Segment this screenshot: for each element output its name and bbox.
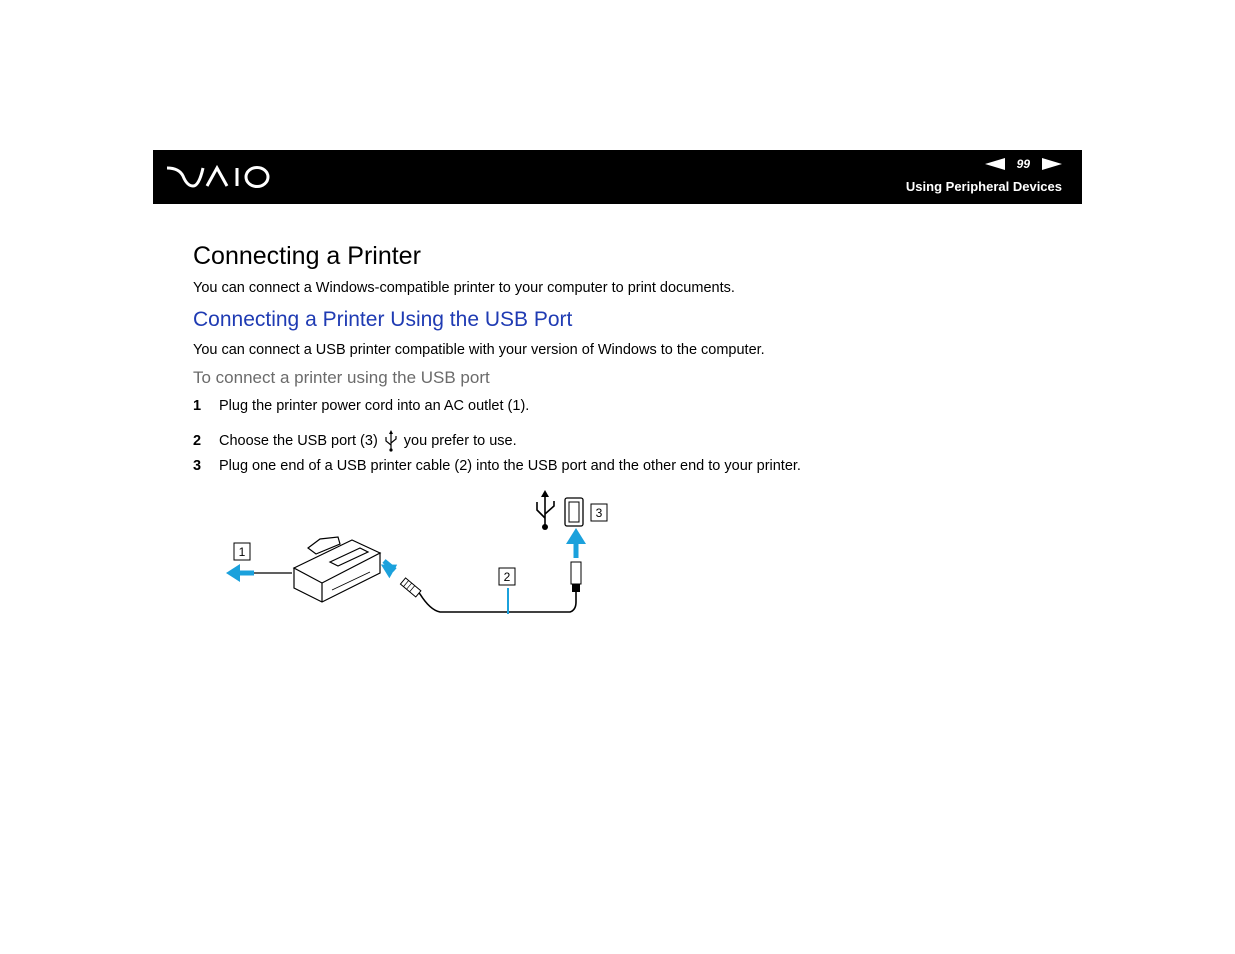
svg-text:1: 1 (238, 545, 246, 559)
step-text: Choose the USB port (3) (219, 433, 378, 449)
section-title: Using Peripheral Devices (905, 179, 1062, 194)
header-bar (153, 150, 1082, 204)
callout-1-icon (234, 543, 250, 560)
page-navigation (985, 156, 1062, 172)
usb-port-icon (565, 498, 583, 526)
printer-connection-diagram (220, 488, 620, 623)
step-text: Plug one end of a USB printer cable (2) into the USB port and the other end to your printer. (219, 458, 801, 474)
step-number: 1 (193, 398, 202, 414)
step-1 (193, 397, 529, 415)
svg-text:2: 2 (503, 570, 511, 584)
cable-icon (400, 562, 581, 614)
procedure-title: To connect a printer using the USB port (193, 368, 490, 387)
callout-2-icon (499, 568, 515, 585)
usb-port-arrow-icon (566, 528, 586, 558)
usb-icon (384, 430, 398, 452)
page-title: Connecting a Printer (193, 242, 421, 270)
next-arrow-icon[interactable] (1042, 158, 1062, 170)
step-text: you prefer to use. (403, 433, 517, 449)
step-text: Plug the printer power cord into an AC outlet (1). (219, 398, 530, 414)
sub-intro-text: You can connect a USB printer compatible with your version of Windows to the computer. (193, 342, 765, 358)
printer-icon (294, 537, 380, 602)
power-arrow-icon (226, 564, 292, 582)
step-number: 2 (193, 433, 202, 449)
callout-3-icon (591, 504, 607, 521)
usb-icon (537, 490, 554, 530)
step-3 (193, 457, 801, 475)
step-2 (193, 429, 517, 453)
step-number: 3 (193, 458, 202, 474)
intro-text: You can connect a Windows-compatible printer to your computer to print documents. (193, 280, 735, 296)
svg-text:3: 3 (595, 506, 603, 520)
printer-plug-arrow-icon (381, 561, 399, 579)
page-number: 99 (1016, 157, 1030, 171)
vaio-logo (165, 164, 273, 190)
prev-arrow-icon[interactable] (985, 158, 1005, 170)
section-subtitle: Connecting a Printer Using the USB Port (193, 308, 573, 331)
